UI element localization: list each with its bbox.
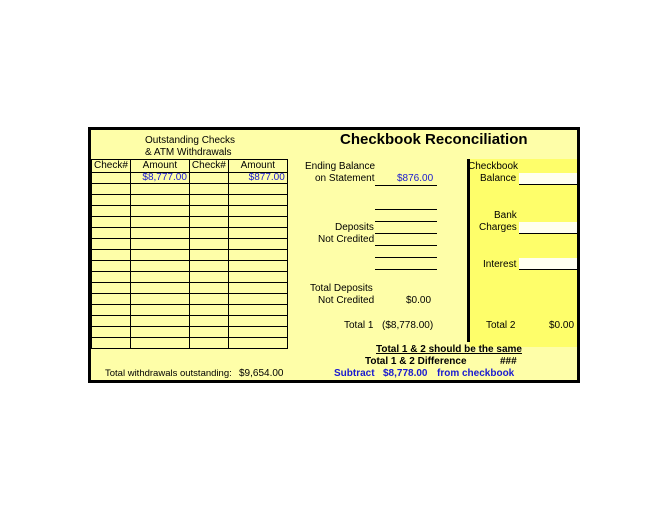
check-number-cell[interactable] (92, 239, 131, 250)
deposit-line (375, 269, 437, 270)
amount-cell[interactable] (130, 327, 189, 338)
amount-cell[interactable] (130, 316, 189, 327)
check-number-cell[interactable] (92, 294, 131, 305)
check-number-cell[interactable] (92, 217, 131, 228)
checkbook-balance-underline (519, 184, 577, 185)
amount-cell[interactable]: $8,777.00 (130, 173, 189, 184)
total1-value: ($8,778.00) (382, 320, 434, 331)
table-row (92, 272, 288, 283)
amount-cell[interactable] (228, 217, 287, 228)
from-checkbook-label: from checkbook (437, 368, 515, 379)
amount-cell[interactable] (228, 184, 287, 195)
check-number-cell[interactable] (189, 272, 228, 283)
column-header-amount2: Amount (228, 160, 287, 173)
amount-cell[interactable] (228, 239, 287, 250)
column-divider (467, 159, 470, 342)
ending-balance-label-line2: on Statement (315, 173, 375, 184)
amount-cell[interactable] (130, 338, 189, 349)
amount-cell[interactable] (130, 228, 189, 239)
table-row (92, 261, 288, 272)
check-number-cell[interactable] (92, 272, 131, 283)
check-number-cell[interactable] (189, 173, 228, 184)
check-number-cell[interactable] (189, 250, 228, 261)
outstanding-header-line2: & ATM Withdrawals (145, 147, 232, 158)
check-number-cell[interactable] (189, 228, 228, 239)
table-row (92, 217, 288, 228)
column-header-check1: Check# (92, 160, 131, 173)
check-number-cell[interactable] (92, 338, 131, 349)
check-number-cell[interactable] (189, 217, 228, 228)
table-row (92, 206, 288, 217)
ending-balance-label-line1: Ending Balance (305, 161, 376, 172)
check-number-cell[interactable] (92, 327, 131, 338)
checkbook-balance-input[interactable] (519, 173, 577, 184)
amount-cell[interactable] (228, 250, 287, 261)
interest-label: Interest (483, 259, 517, 270)
amount-cell[interactable] (130, 272, 189, 283)
outstanding-checks-table (91, 159, 288, 349)
amount-cell[interactable] (228, 327, 287, 338)
bank-charges-label-line1: Bank (494, 210, 517, 221)
check-number-cell[interactable] (189, 184, 228, 195)
total2-value: $0.00 (549, 320, 575, 331)
table-row (92, 184, 288, 195)
deposit-line (375, 233, 437, 234)
amount-cell[interactable] (228, 261, 287, 272)
amount-cell[interactable] (228, 228, 287, 239)
deposits-label-line2: Not Credited (318, 234, 375, 245)
check-number-cell[interactable] (189, 261, 228, 272)
difference-label: Total 1 & 2 Difference (365, 356, 467, 367)
check-number-cell[interactable] (92, 206, 131, 217)
totals-same-note: Total 1 & 2 should be the same (376, 344, 522, 355)
difference-value: ### (500, 356, 517, 367)
deposit-line (375, 209, 437, 210)
table-header-row (92, 160, 288, 173)
check-number-cell[interactable] (189, 239, 228, 250)
amount-cell[interactable] (130, 283, 189, 294)
amount-cell[interactable]: $877.00 (228, 173, 287, 184)
total-withdrawals-label: Total withdrawals outstanding: (105, 368, 232, 379)
amount-cell[interactable] (130, 184, 189, 195)
check-number-cell[interactable] (92, 283, 131, 294)
bank-charges-underline (519, 233, 577, 234)
reconciliation-sheet (88, 127, 580, 383)
bank-charges-label-line2: Charges (479, 222, 517, 233)
check-number-cell[interactable] (189, 305, 228, 316)
table-row (92, 250, 288, 261)
deposit-line (375, 221, 437, 222)
table-row (92, 283, 288, 294)
amount-cell[interactable] (130, 305, 189, 316)
check-number-cell[interactable] (92, 305, 131, 316)
table-row (92, 239, 288, 250)
check-number-cell[interactable] (189, 294, 228, 305)
checkbook-balance-label-line1: Checkbook (468, 161, 519, 172)
amount-cell[interactable] (228, 338, 287, 349)
ending-balance-underline (375, 185, 437, 186)
table-row (92, 327, 288, 338)
interest-input[interactable] (519, 258, 577, 269)
total-deposits-label-line2: Not Credited (318, 295, 375, 306)
table-row (92, 228, 288, 239)
bank-charges-input[interactable] (519, 222, 577, 233)
check-number-cell[interactable] (189, 283, 228, 294)
subtract-value: $8,778.00 (383, 368, 428, 379)
table-row (92, 338, 288, 349)
outstanding-header-line1: Outstanding Checks (145, 135, 236, 146)
amount-cell[interactable] (130, 195, 189, 206)
total-deposits-value: $0.00 (406, 295, 432, 306)
ending-balance-value[interactable]: $876.00 (397, 173, 434, 184)
amount-cell[interactable] (228, 305, 287, 316)
check-number-cell[interactable] (92, 316, 131, 327)
subtract-label: Subtract (334, 368, 375, 379)
total-deposits-label-line1: Total Deposits (310, 283, 373, 294)
check-number-cell[interactable] (189, 338, 228, 349)
total-withdrawals-value: $9,654.00 (239, 368, 284, 379)
amount-cell[interactable] (130, 294, 189, 305)
amount-cell[interactable] (130, 250, 189, 261)
check-number-cell[interactable] (92, 184, 131, 195)
check-number-cell[interactable] (92, 173, 131, 184)
column-header-check2: Check# (189, 160, 228, 173)
table-row (92, 173, 288, 184)
check-number-cell[interactable] (92, 261, 131, 272)
check-number-cell[interactable] (189, 195, 228, 206)
checkbook-column-background (469, 159, 577, 347)
amount-cell[interactable] (228, 195, 287, 206)
amount-cell[interactable] (130, 239, 189, 250)
table-row (92, 294, 288, 305)
page-title: Checkbook Reconciliation (340, 131, 528, 148)
table-row (92, 316, 288, 327)
amount-cell[interactable] (228, 294, 287, 305)
amount-cell[interactable] (130, 206, 189, 217)
check-number-cell[interactable] (189, 316, 228, 327)
interest-underline (519, 269, 577, 270)
check-number-cell[interactable] (189, 206, 228, 217)
deposits-label-line1: Deposits (335, 222, 374, 233)
deposit-line (375, 245, 437, 246)
amount-cell[interactable] (228, 316, 287, 327)
check-number-cell[interactable] (189, 327, 228, 338)
amount-cell[interactable] (228, 272, 287, 283)
column-header-amount1: Amount (130, 160, 189, 173)
amount-cell[interactable] (130, 217, 189, 228)
check-number-cell[interactable] (92, 195, 131, 206)
deposit-line (375, 257, 437, 258)
table-row (92, 195, 288, 206)
check-number-cell[interactable] (92, 250, 131, 261)
table-row (92, 305, 288, 316)
amount-cell[interactable] (228, 206, 287, 217)
amount-cell[interactable] (228, 283, 287, 294)
checkbook-balance-label-line2: Balance (480, 173, 517, 184)
check-number-cell[interactable] (92, 228, 131, 239)
total1-label: Total 1 (344, 320, 374, 331)
amount-cell[interactable] (130, 261, 189, 272)
total2-label: Total 2 (486, 320, 516, 331)
